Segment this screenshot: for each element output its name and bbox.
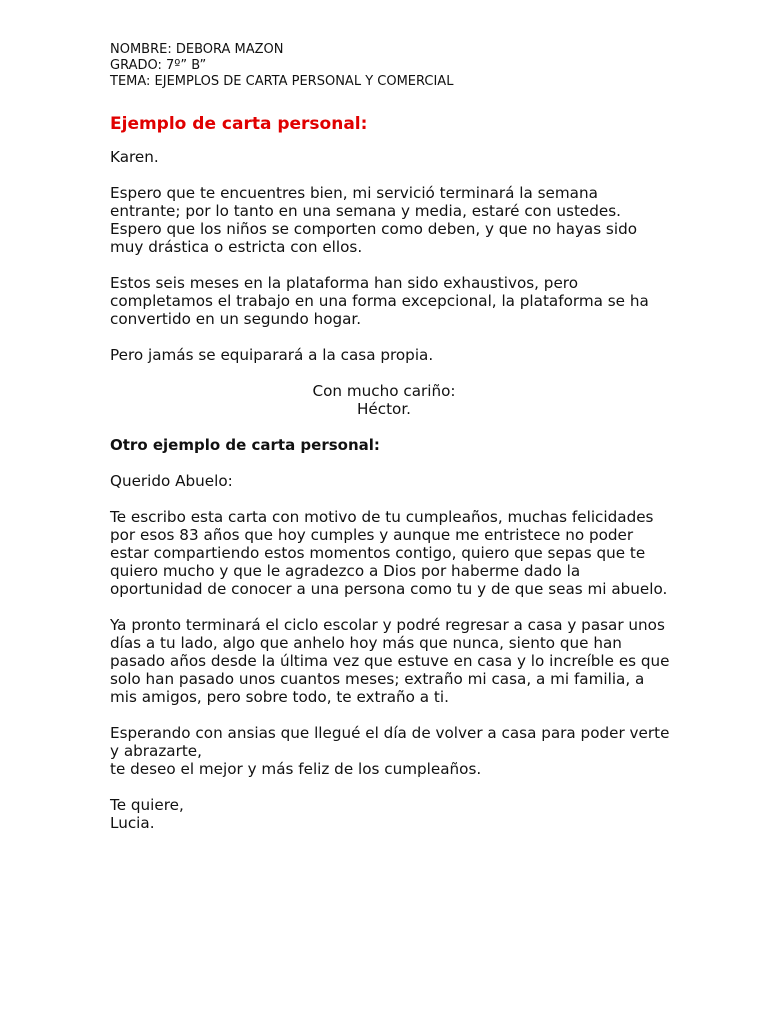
document-page [110, 42, 670, 832]
letter2-greeting: Querido Abuelo: [110, 472, 233, 490]
letter2-paragraph-3: Esperando con ansias que llegué el día de volver a casa para poder verte y abrazarte, [110, 724, 670, 760]
letter1-paragraph-3: Pero jamás se equiparará a la casa propia. [110, 346, 434, 364]
letter2-paragraph-4: te deseo el mejor y más feliz de los cumpleaños. [110, 760, 482, 778]
letter1-signature: Héctor. [356, 400, 412, 418]
letter1-greeting: Karen. [110, 148, 159, 166]
letter2-heading: Otro ejemplo de carta personal: [110, 436, 380, 454]
letter2-paragraph-1: Te escribo esta carta con motivo de tu cumpleaños, muchas felicidades por esos 83 años que hoy cumples y aunque me entristece no poder estar compartiendo estos momentos contigo, quiero que sepas que te quiero mucho y que le agradezco a Dios por haberme dado la oportunidad de conocer a una persona como tu y de que seas mi abuelo. [110, 508, 668, 598]
letter1-closing: Con mucho cariño: [312, 382, 456, 400]
letter1-paragraph-2: Estos seis meses en la plataforma han sido exhaustivos, pero completamos el trabajo en una forma excepcional, la plataforma se ha convertido en un segundo hogar. [110, 274, 649, 328]
document-topic: TEMA: EJEMPLOS DE CARTA PERSONAL Y COMERCIAL [110, 74, 454, 89]
letter2-closing: Te quiere, [110, 796, 184, 814]
letter2-paragraph-2: Ya pronto terminará el ciclo escolar y podré regresar a casa y pasar unos días a tu lado, algo que anhelo hoy más que nunca, siento que han pasado años desde la última vez que estuve en casa y lo increíble es que solo han pasado unos cuantos meses; extraño mi casa, a mi familia, a mis amigos, pero sobre todo, te extraño a ti. [110, 616, 670, 706]
document-header [110, 42, 670, 90]
letter1-heading: Ejemplo de carta personal: [110, 114, 368, 134]
letter1-paragraph-1: Espero que te encuentres bien, mi servició terminará la semana entrante; por lo tanto en una semana y media, estaré con ustedes. Espero que los niños se comporten como deben, y que no hayas sido muy drástica o estricta con ellos. [110, 184, 638, 256]
student-grade: GRADO: 7º” B” [110, 58, 207, 73]
letter2-signature: Lucia. [110, 814, 155, 832]
student-name: NOMBRE: DEBORA MAZON [110, 42, 284, 57]
